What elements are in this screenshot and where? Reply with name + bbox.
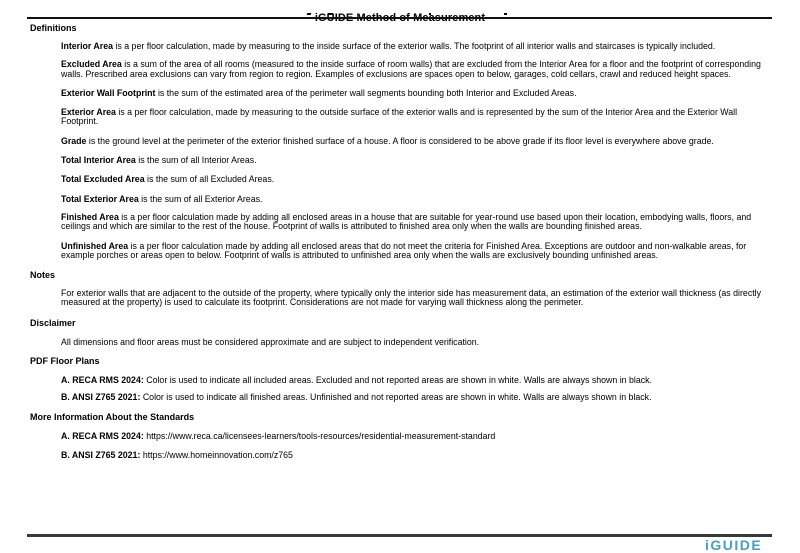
section-heading-notes: Notes [30, 270, 56, 281]
section-heading-definitions: Definitions [30, 23, 77, 33]
definition-term: Exterior Area [61, 107, 116, 118]
definition-text: is the sum of the estimated area of the perimeter wall segments bounding both Interior and Excluded Areas. [155, 87, 577, 98]
definition-term: Total Exterior Area [61, 193, 139, 204]
descender-mark [307, 13, 312, 15]
definition-finished-area [61, 213, 775, 232]
descender-mark [504, 13, 507, 15]
definition-text: is the sum of all Exterior Areas. [138, 193, 263, 204]
definition-total-excluded-area [61, 175, 775, 184]
definition-term: Grade [61, 135, 87, 146]
standard-text: Color is used to indicate all included areas. Excluded and not reported areas are shown in white. Walls are always shown in black. [143, 375, 652, 386]
definition-text: is the sum of all Excluded Areas. [144, 174, 275, 185]
pdf-page [0, 13, 800, 553]
bottom-divider [27, 534, 772, 537]
standard-label: A. RECA RMS 2024: [61, 430, 144, 441]
notes-paragraph: For exterior walls that are adjacent to the outside of the property, where typically only the interior side has measurement data, an estimation of the exterior wall thickness (as directly measured at the property) is used to calculate its footprint. Considerations are not made for varying wall thickness along the perimeter. [61, 288, 762, 308]
reca-standard-url[interactable]: https://www.reca.ca/licensees-learners/tools-resources/residential-measurement-standard [143, 430, 496, 441]
iguide-logo [705, 537, 773, 553]
standard-text: Color is used to indicate all finished areas. Unfinished and not reported areas are shown in white. Walls are always shown in black. [140, 392, 652, 403]
definition-text: is a per floor calculation, made by measuring to the inside surface of the exterior walls. The footprint of all interior walls and staircases is typically included. [112, 41, 716, 51]
definition-interior-area [61, 42, 775, 51]
definition-term: Exterior Wall Footprint [61, 87, 156, 98]
definition-total-exterior-area [61, 195, 775, 204]
definition-text: is a per floor calculation made by adding all enclosed areas in a house that are suitable for year-round use based upon their location, embodying walls, floors, and ceilings and which are similar to the rest of the house. Footprint of walls is attributed to finished area only when the walls are bounding finished areas. [61, 211, 752, 232]
disclaimer-paragraph: All dimensions and floor areas must be considered approximate and are subject to independent verification. [61, 336, 480, 347]
standard-label: A. RECA RMS 2024: [61, 375, 144, 386]
definition-total-interior-area [61, 156, 775, 165]
definition-text: is a per floor calculation made by adding all enclosed areas that do not meet the criteria for Finished Area. Exceptions are outdoor and non-walkable areas, for example porches or areas open to below. Footprint of walls is attributed to unfinished area only when the walls are exclusively bounding unfinished areas. [61, 240, 747, 260]
definition-exterior-wall-footprint [61, 89, 775, 98]
definition-term: Excluded Area [61, 59, 122, 70]
standard-label: B. ANSI Z765 2021: [61, 392, 141, 403]
section-heading-more-information: More Information About the Standards [30, 411, 195, 422]
section-heading-pdf-floor-plans: PDF Floor Plans [30, 356, 100, 367]
pdf-floor-plans-item-ansi [61, 393, 775, 402]
top-divider [27, 17, 772, 19]
definition-text: is a per floor calculation, made by measuring to the outside surface of the exterior walls and is represented by the sum of the Interior Area and the Exterior Wall Footprint. [61, 107, 738, 127]
more-info-item-ansi [61, 451, 775, 460]
definition-grade [61, 137, 775, 146]
more-info-item-reca [61, 432, 775, 441]
section-heading-disclaimer: Disclaimer [30, 317, 76, 328]
definition-term: Unfinished Area [61, 240, 129, 251]
iguide-logo-text: iGUIDE [705, 537, 763, 553]
pdf-floor-plans-item-reca [61, 376, 775, 385]
definition-term: Finished Area [61, 211, 119, 222]
standard-label: B. ANSI Z765 2021: [61, 449, 141, 460]
definition-unfinished-area [61, 242, 775, 261]
ansi-standard-url[interactable]: https://www.homeinnovation.com/z765 [140, 449, 293, 460]
definition-exterior-area [61, 108, 775, 127]
descender-mark [429, 13, 431, 15]
definition-text: is the ground level at the perimeter of the exterior finished surface of a house. A floor is considered to be above grade if its floor level is everywhere above grade. [86, 135, 714, 146]
definition-excluded-area [61, 60, 775, 79]
definition-term: Total Interior Area [61, 155, 136, 166]
definition-term: Interior Area [61, 41, 113, 51]
definition-text: is a sum of the area of all rooms (measured to the inside surface of room walls) that are excluded from the Interior Area for a floor and the footprint of corresponding walls. Prescribed area exclusions can vary from region to region. Examples of exclusions are spaces open to below, garages, cold cellars, crawl and reduced height spaces. [61, 59, 761, 79]
definition-text: is the sum of all Interior Areas. [135, 155, 257, 166]
definition-term: Total Excluded Area [61, 174, 145, 185]
